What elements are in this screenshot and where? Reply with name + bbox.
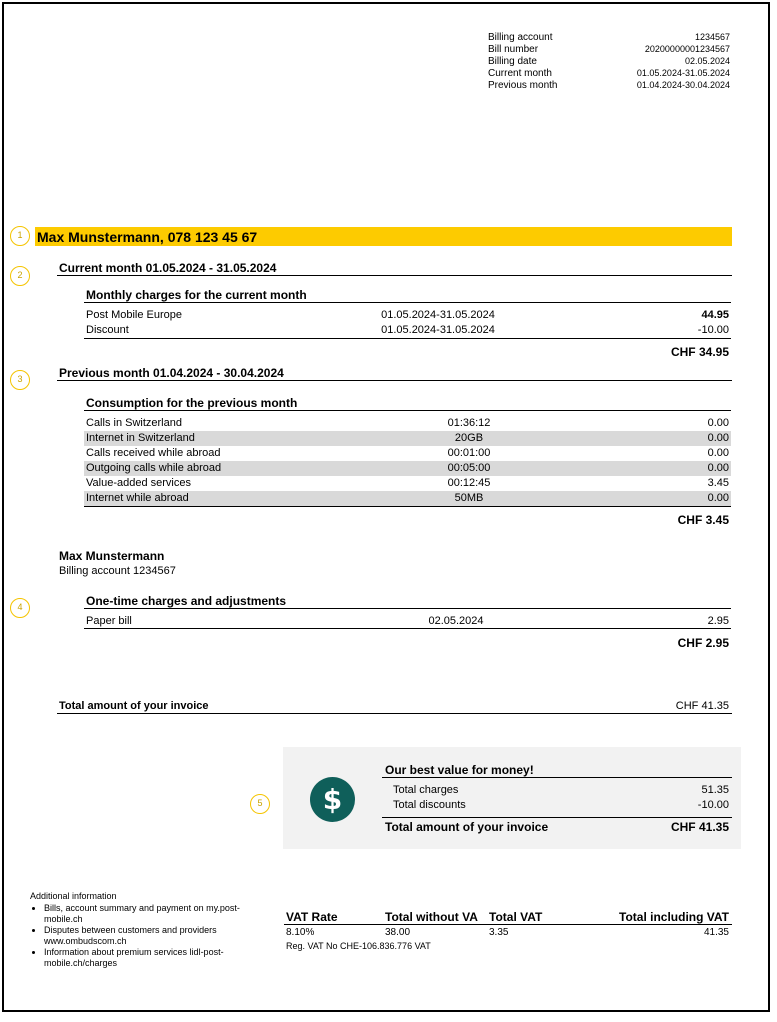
vat-rate-header: VAT Rate: [286, 910, 338, 924]
one-time-subtitle: One-time charges and adjustments: [86, 594, 287, 608]
total-charges-value: 51.35: [701, 784, 729, 796]
total-without-vat-value: 38.00: [385, 927, 411, 938]
list-item: • Disputes between customers and providers www.ombudscom.ch: [44, 925, 249, 947]
total-vat-value: 3.35: [489, 927, 509, 938]
marker-5: 5: [250, 794, 270, 814]
marker-4: 4: [10, 598, 30, 618]
divider: [57, 275, 732, 276]
table-row: Calls received while abroad 00:01:00 0.00: [86, 447, 729, 459]
additional-info-title: Additional information: [30, 891, 117, 901]
total-charges-label: Total charges: [393, 784, 459, 796]
vat-reg-number: Reg. VAT No CHE-106.836.776 VAT: [286, 941, 431, 951]
account-holder-billing-account: Billing account 1234567: [59, 565, 176, 577]
total-discounts-value: -10.00: [697, 799, 729, 811]
marker-2: 2: [10, 266, 30, 286]
previous-month-total: CHF 3.45: [677, 513, 729, 527]
list-item: • Information about premium services lidl-post-mobile.ch/charges: [44, 947, 249, 969]
header-previous-month: Previous month 01.04.2024-30.04.2024: [488, 80, 730, 91]
previous-month-title: Previous month 01.04.2024 - 30.04.2024: [59, 366, 284, 380]
total-discounts-label: Total discounts: [393, 799, 466, 811]
header-bill-number: Bill number 20200000001234567: [488, 44, 730, 55]
customer-bar: [35, 227, 732, 246]
table-row: Value-added services 00:12:45 3.45: [86, 477, 729, 489]
divider: [84, 608, 731, 609]
list-item: • Bills, account summary and payment on my.post-mobile.ch: [44, 903, 249, 925]
current-month-title: Current month 01.05.2024 - 31.05.2024: [59, 261, 277, 275]
divider: [382, 817, 732, 818]
total-incl-vat-header: Total including VAT: [619, 910, 729, 924]
total-vat-header: Total VAT: [489, 910, 543, 924]
divider: [382, 777, 732, 778]
divider: [57, 380, 732, 381]
marker-1: 1: [10, 226, 30, 246]
current-month-total: CHF 34.95: [670, 345, 729, 359]
invoice-total-label: Total amount of your invoice: [59, 700, 209, 712]
divider: [57, 713, 732, 714]
table-row: Calls in Switzerland 01:36:12 0.00: [86, 417, 729, 429]
divider: [84, 302, 731, 303]
divider: [84, 410, 731, 411]
table-row: Paper bill 02.05.2024 2.95: [86, 615, 729, 627]
total-without-vat-header: Total without VA: [385, 910, 478, 924]
table-row: Discount 01.05.2024-31.05.2024 -10.00: [86, 324, 729, 336]
best-value-title: Our best value for money!: [385, 763, 534, 777]
marker-3: 3: [10, 370, 30, 390]
divider: [84, 628, 731, 629]
total-incl-vat-value: 41.35: [703, 927, 729, 938]
table-row: Post Mobile Europe 01.05.2024-31.05.2024 44.95: [86, 309, 729, 321]
vat-rate-value: 8.10%: [286, 927, 315, 938]
account-holder-name: Max Munstermann: [59, 549, 165, 563]
dollar-icon: $: [310, 777, 355, 822]
table-row: Internet while abroad 50MB 0.00: [86, 492, 729, 504]
invoice-total-value: CHF 41.35: [675, 700, 729, 712]
promo-total-value: CHF 41.35: [670, 820, 729, 834]
consumption-subtitle: Consumption for the previous month: [86, 396, 298, 410]
header-current-month: Current month 01.05.2024-31.05.2024: [488, 68, 730, 79]
divider: [84, 506, 731, 507]
customer-name-phone: Max Munstermann, 078 123 45 67: [37, 229, 258, 245]
additional-info-list: [30, 903, 249, 969]
promo-total-label: Total amount of your invoice: [385, 820, 549, 834]
one-time-total: CHF 2.95: [677, 636, 729, 650]
page-frame: [2, 2, 770, 1012]
divider: [84, 338, 731, 339]
header-billing-account: Billing account 1234567: [488, 32, 730, 43]
table-row: Outgoing calls while abroad 00:05:00 0.00: [86, 462, 729, 474]
table-row: Internet in Switzerland 20GB 0.00: [86, 432, 729, 444]
divider: [284, 924, 732, 925]
monthly-charges-subtitle: Monthly charges for the current month: [86, 288, 307, 302]
header-billing-date: Billing date 02.05.2024: [488, 56, 730, 67]
